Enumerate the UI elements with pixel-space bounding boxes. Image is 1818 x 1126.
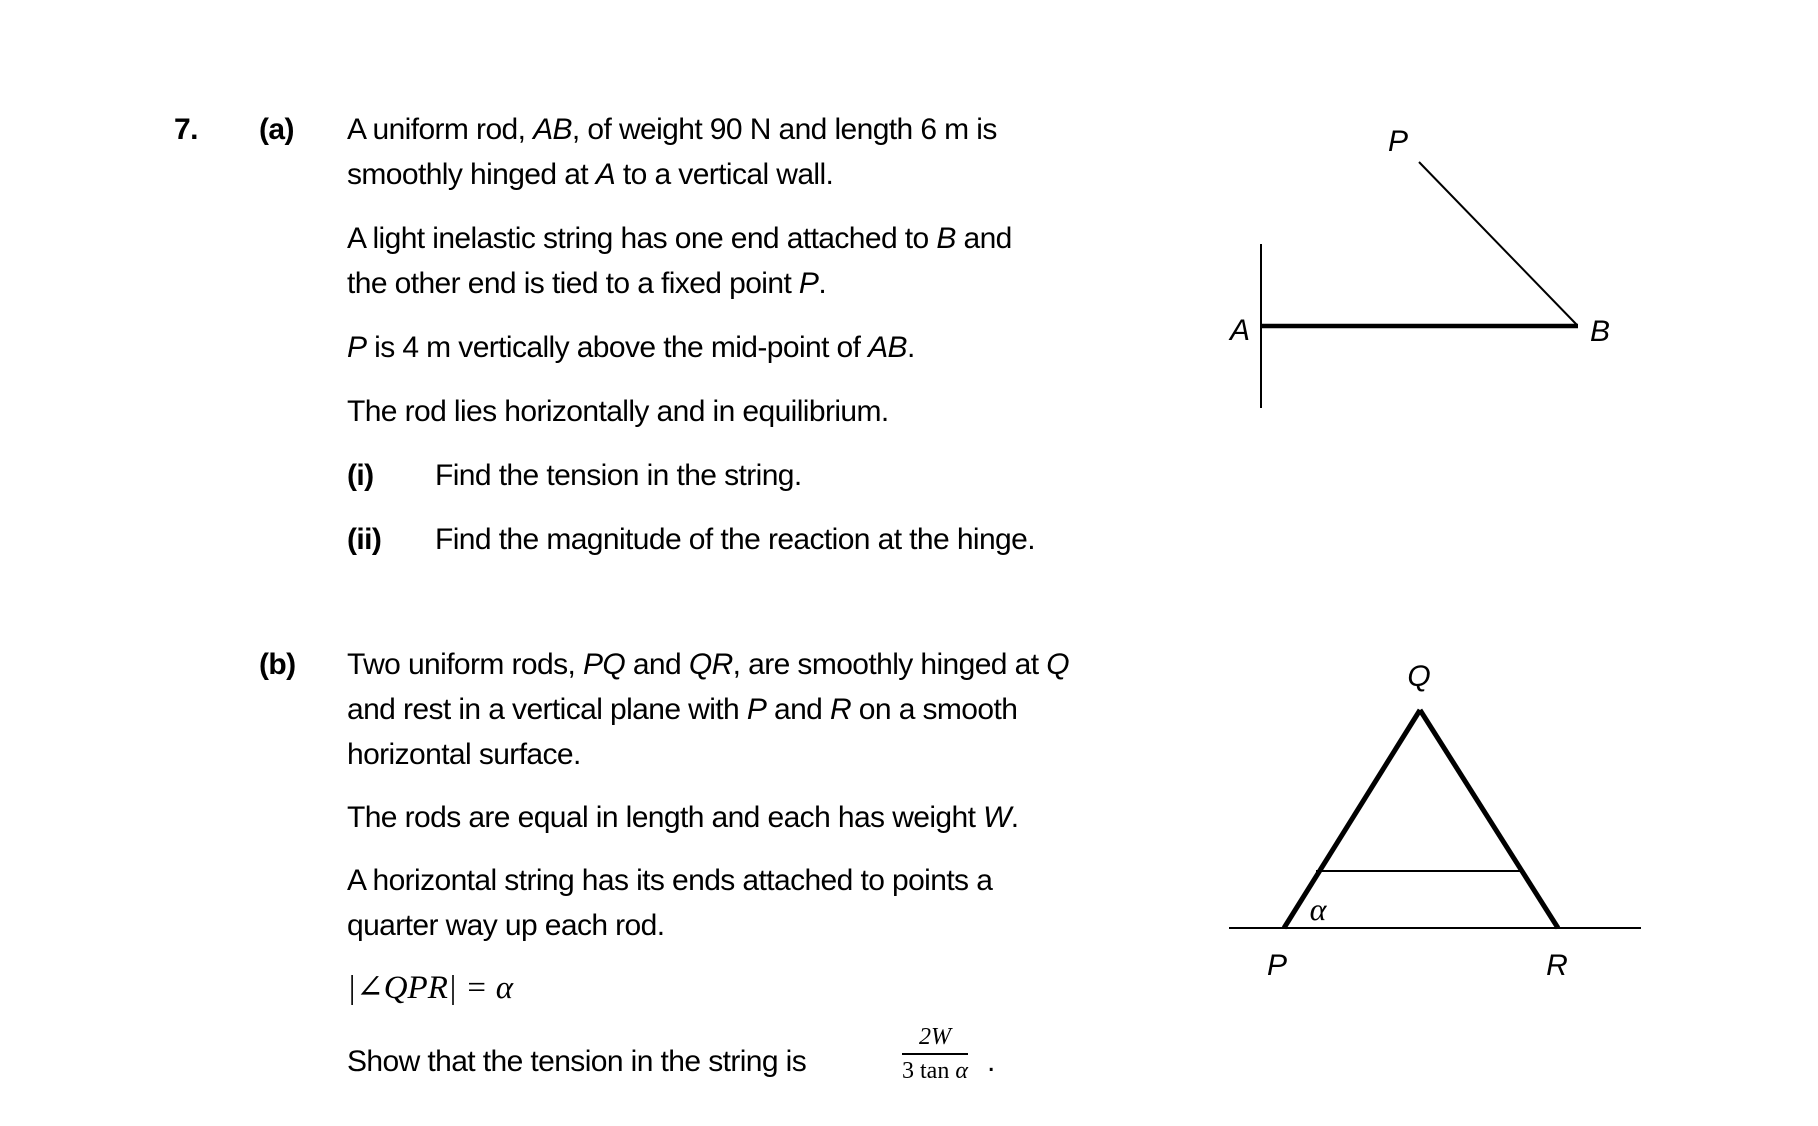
point-p-ref: P xyxy=(798,267,819,300)
text-run: A light inelastic string has one end attached to xyxy=(347,222,937,255)
rod-ab-ref: AB xyxy=(533,113,572,146)
diagram-b-hinged-rods xyxy=(1229,660,1641,982)
part-b-paragraph-1-line-3: horizontal surface. xyxy=(347,738,581,771)
point-p-ref: P xyxy=(746,693,767,726)
text-run: to a vertical wall. xyxy=(615,158,834,191)
label-alpha: α xyxy=(1309,891,1327,927)
fraction-numerator: 2W xyxy=(902,1024,968,1055)
rod-pq-ref: PQ xyxy=(582,648,626,681)
point-b-ref: B xyxy=(936,222,956,255)
text-run: . xyxy=(818,267,827,300)
text-run: is 4 m vertically above the mid-point of xyxy=(366,331,869,364)
text-run: on a smooth xyxy=(851,693,1018,726)
subpart-ii-text: Find the magnitude of the reaction at the hinge. xyxy=(435,523,1035,556)
label-p: P xyxy=(1387,125,1409,158)
text-run: A uniform rod, xyxy=(347,113,534,146)
point-a-ref: A xyxy=(595,158,616,191)
text-run: 3 tan xyxy=(902,1058,956,1084)
alpha-symbol: α xyxy=(955,1058,968,1084)
part-b-paragraph-3-line-2: quarter way up each rod. xyxy=(347,909,665,942)
angle-equation: |∠QPR| = α xyxy=(347,970,514,1006)
text-run: The rods are equal in length and each has weight xyxy=(347,801,984,834)
part-a-paragraph-4: The rod lies horizontally and in equilibrium. xyxy=(347,395,889,428)
subpart-i-text: Find the tension in the string. xyxy=(435,459,802,492)
point-p-ref: P xyxy=(347,331,367,364)
text-run: , are smoothly hinged at xyxy=(732,648,1047,681)
rod-qr-ref: QR xyxy=(688,648,733,681)
weight-w-ref: W xyxy=(983,801,1011,834)
text-run: the other end is tied to a fixed point xyxy=(347,267,799,300)
part-b-paragraph-4: Show that the tension in the string is xyxy=(347,1045,807,1078)
label-b: B xyxy=(1589,315,1611,348)
text-run: , of weight 90 N and length 6 m is xyxy=(571,113,997,146)
rod-qr xyxy=(1420,710,1558,928)
subpart-i-label: (i) xyxy=(347,459,374,492)
text-run: and rest in a vertical plane with xyxy=(347,693,747,726)
part-a-label: (a) xyxy=(259,113,294,146)
label-q: Q xyxy=(1407,660,1431,693)
diagram-a-rod-and-string xyxy=(1228,125,1610,408)
text-run: and xyxy=(766,693,830,726)
text-run: and xyxy=(955,222,1012,255)
rod-pq xyxy=(1284,710,1420,928)
text-run: Two uniform rods, xyxy=(347,648,583,681)
label-p: P xyxy=(1266,949,1288,982)
text-run: and xyxy=(625,648,689,681)
label-a: A xyxy=(1229,314,1251,347)
string-pb xyxy=(1419,162,1577,325)
text-run: . xyxy=(1010,801,1019,834)
text-run: . xyxy=(906,331,915,364)
part-b-label: (b) xyxy=(259,648,296,681)
subpart-ii-label: (ii) xyxy=(347,523,382,556)
label-r: R xyxy=(1546,949,1568,982)
question-number: 7. xyxy=(174,113,198,146)
text-run: smoothly hinged at xyxy=(347,158,596,191)
point-r-ref: R xyxy=(829,693,852,726)
sentence-period: . xyxy=(987,1045,995,1078)
rod-ab-ref: AB xyxy=(868,331,907,364)
part-b-paragraph-3-line-1: A horizontal string has its ends attached to points a xyxy=(347,864,993,897)
point-q-ref: Q xyxy=(1046,648,1069,681)
